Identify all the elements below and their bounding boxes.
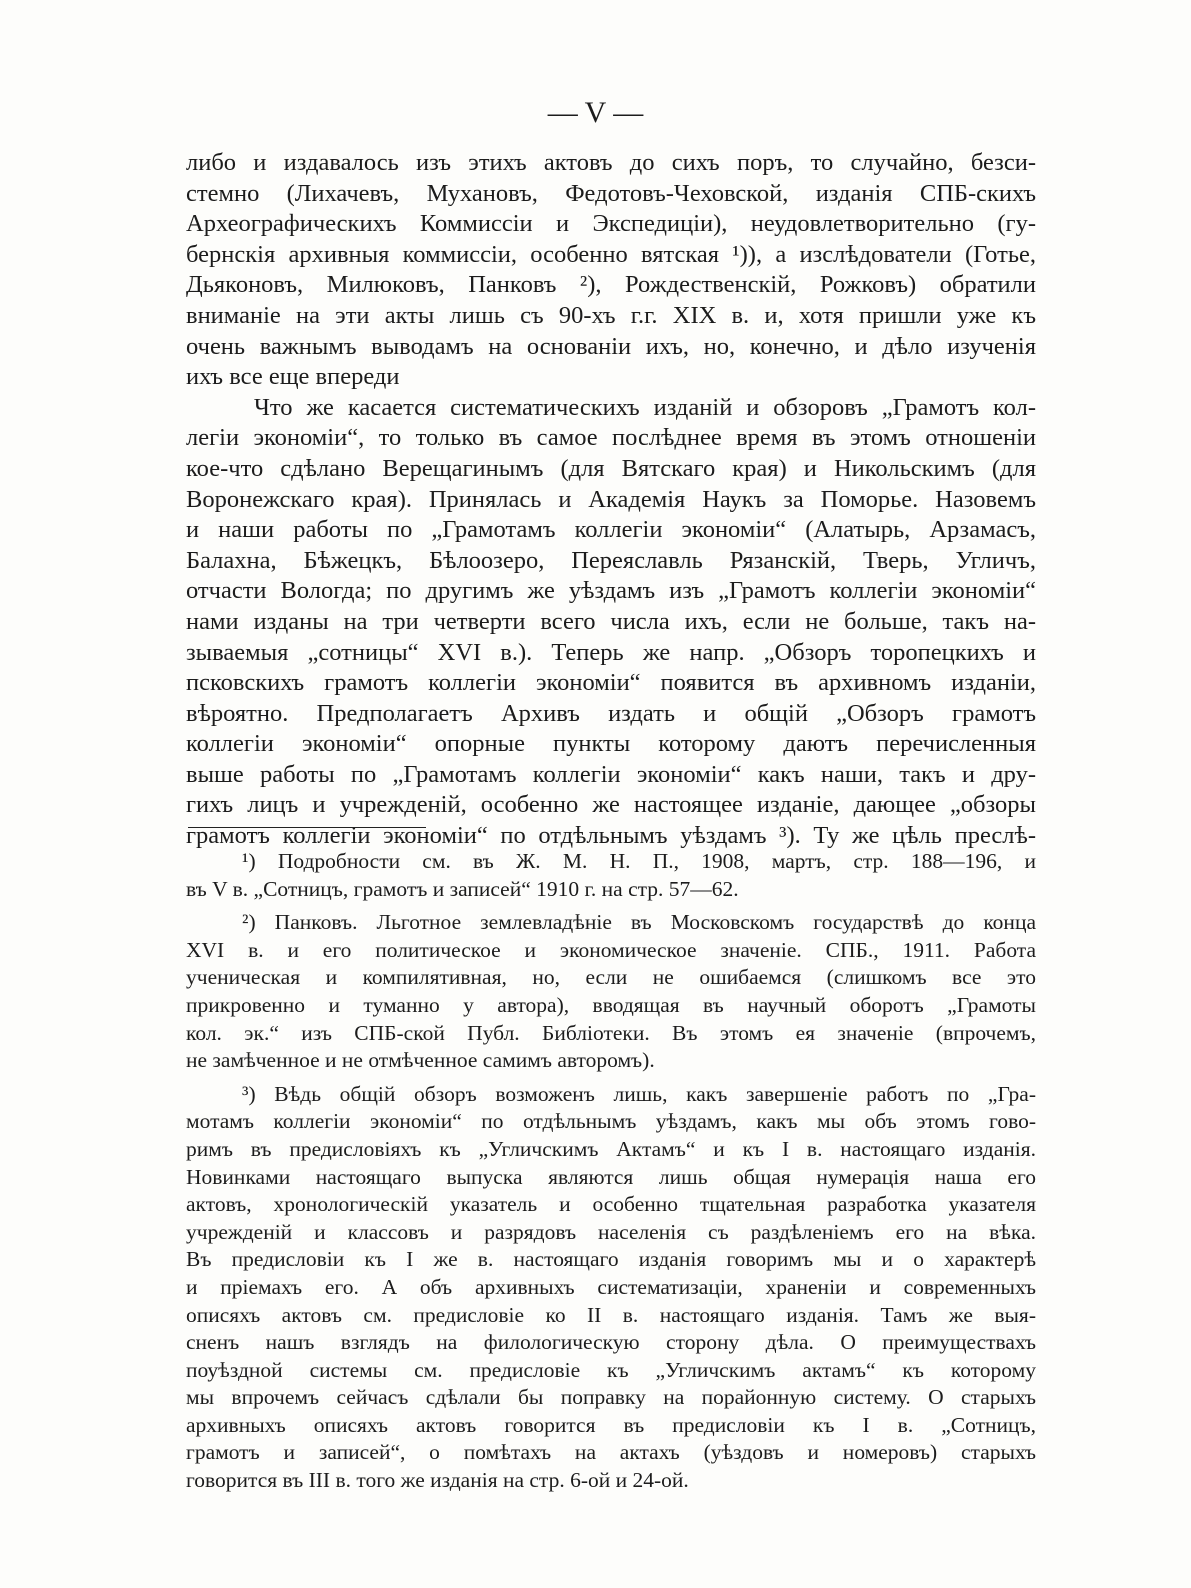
text-line: отчасти Вологда; по другимъ же уѣздамъ изъ „Грамотъ коллегіи экономіи“: [186, 577, 1036, 605]
footnotes: [186, 848, 1036, 1495]
footnote-line: кол. эк.“ изъ СПБ-ской Публ. Библіотеки. Въ этомъ ея значеніе (впрочемъ,: [186, 1020, 1036, 1045]
footnote-line: прикровенно и туманно у автора), вводящая въ научный оборотъ „Грамоты: [186, 992, 1036, 1017]
text-line: легіи экономіи“, то только въ самое послѣднее время въ этомъ отношеніи: [186, 424, 1036, 452]
text-line: кое-что сдѣлано Верещагинымъ (для Вятскаго края) и Никольскимъ (для: [186, 454, 1036, 482]
paragraph-2: [186, 393, 1036, 852]
text-line: стемно (Лихачевъ, Мухановъ, Федотовъ-Чеховской, изданія СПБ-скихъ: [186, 179, 1036, 207]
page-number: — V —: [547, 96, 644, 129]
footnote-line: ¹) Подробности см. въ Ж. М. Н. П., 1908, мартъ, стр. 188—196, и: [242, 849, 1036, 873]
text-line: грамотъ коллегіи экономіи“ по отдѣльнымъ уѣздамъ ³). Ту же цѣль преслѣ-: [186, 822, 1036, 850]
footnote-line: сненъ нашъ взглядъ на филологическую сторону дѣла. О преимуществахъ: [186, 1330, 1036, 1355]
footnote-line: ²) Панковъ. Льготное землевладѣніе въ Московскомъ государствѣ до конца: [242, 910, 1036, 935]
footnote-divider: [188, 827, 426, 828]
footnote-line: грамотъ и записей“, о помѣтахъ на актахъ (уѣздовъ и номеровъ) старыхъ: [186, 1440, 1036, 1465]
text-line: либо и издавалось изъ этихъ актовъ до сихъ поръ, то случайно, безси-: [186, 149, 1036, 176]
text-line: Воронежскаго края). Принялась и Академія Наукъ за Поморье. Назовемъ: [186, 485, 1036, 513]
paragraph-1: [186, 148, 1036, 393]
footnote-line: и пріемахъ его. А объ архивныхъ систематизаціи, храненіи и современныхъ: [186, 1274, 1036, 1299]
text-line: зываемыя „сотницы“ XVI в.). Теперь же напр. „Обзоръ торопецкихъ и: [186, 638, 1036, 666]
footnote-line: говорится въ III в. того же изданія на стр. 6-ой и 24-ой.: [186, 1468, 689, 1493]
footnote-2: [186, 909, 1036, 1075]
footnote-line: Въ предисловіи къ I же в. настоящаго изданія говоримъ мы и о характерѣ: [186, 1247, 1036, 1272]
text-line: Дьяконовъ, Милюковъ, Панковъ ²), Рождественскій, Рожковъ) обратили: [186, 271, 1036, 299]
footnote-line: римъ въ предисловіяхъ къ „Угличскимъ Актамъ“ и къ I в. настоящаго изданія.: [186, 1136, 1036, 1161]
footnote-1: [186, 848, 1036, 903]
footnote-line: въ V в. „Сотницъ, грамотъ и записей“ 1910 г. на стр. 57—62.: [186, 876, 739, 901]
text-line: вниманіе на эти акты лишь съ 90-хъ г.г. XIX в. и, хотя пришли уже къ: [186, 301, 1036, 329]
text-line: гихъ лицъ и учрежденій, особенно же настоящее изданіе, дающее „обзоры: [186, 791, 1036, 819]
footnote-line: ученическая и компилятивная, но, если не ошибаемся (слишкомъ все это: [186, 965, 1036, 990]
footnote-line: мы впрочемъ сейчасъ сдѣлали бы поправку на порайонную систему. О старыхъ: [186, 1385, 1036, 1410]
footnote-line: учрежденій и классовъ и разрядовъ населенія съ раздѣленіемъ его на вѣка.: [186, 1219, 1036, 1244]
footnote-line: не замѣченное и не отмѣченное самимъ авторомъ).: [186, 1048, 655, 1073]
footnote-line: поуѣздной системы см. предисловіе къ „Угличскимъ актамъ“ къ которому: [186, 1357, 1036, 1382]
text-line: Что же касается систематическихъ изданій и обзоровъ „Грамотъ кол-: [254, 393, 1036, 421]
footnote-line: мотамъ коллегіи экономіи“ по отдѣльнымъ уѣздамъ, какъ мы объ этомъ гово-: [186, 1109, 1036, 1134]
footnote-line: архивныхъ описяхъ актовъ говорится въ предисловіи къ I в. „Сотницъ,: [186, 1412, 1036, 1437]
footnote-line: актовъ, хронологическій указатель и особенно тщательная разработка указателя: [186, 1192, 1036, 1217]
text-line: псковскихъ грамотъ коллегіи экономіи“ появится въ архивномъ изданіи,: [186, 669, 1036, 697]
footnote-line: ³) Вѣдь общій обзоръ возможенъ лишь, какъ завершеніе работъ по „Гра-: [242, 1081, 1036, 1106]
footnote-3: [186, 1081, 1036, 1495]
text-line: Археографическихъ Коммиссіи и Экспедиціи), неудовлетворительно (гу-: [186, 210, 1036, 238]
text-line: ихъ все еще впереди: [186, 363, 400, 391]
main-text: [186, 148, 1036, 852]
text-line: бернскія архивныя коммиссіи, особенно вятская ¹)), а изслѣдователи (Готье,: [186, 240, 1036, 268]
text-line: вѣроятно. Предполагаетъ Архивъ издать и общій „Обзоръ грамотъ: [186, 699, 1036, 727]
footnote-line: описяхъ актовъ см. предисловіе ко II в. настоящаго изданія. Тамъ же выя-: [186, 1302, 1036, 1327]
text-line: выше работы по „Грамотамъ коллегіи экономіи“ какъ наши, такъ и дру-: [186, 760, 1036, 788]
text-line: очень важнымъ выводамъ на основаніи ихъ, но, конечно, и дѣло изученія: [186, 332, 1036, 360]
footnote-line: XVI в. и его политическое и экономическое значеніе. СПБ., 1911. Работа: [186, 937, 1036, 962]
text-line: и наши работы по „Грамотамъ коллегіи экономіи“ (Алатырь, Арзамасъ,: [186, 516, 1036, 544]
footnote-line: Новинками настоящаго выпуска являются лишь общая нумерація наша его: [186, 1164, 1036, 1189]
text-line: коллегіи экономіи“ опорные пункты которому даютъ перечисленныя: [186, 730, 1036, 758]
text-line: нами изданы на три четверти всего числа ихъ, если не больше, такъ на-: [186, 607, 1036, 635]
text-line: Балахна, Бѣжецкъ, Бѣлоозеро, Переяславль Рязанскій, Тверь, Угличъ,: [186, 546, 1036, 574]
